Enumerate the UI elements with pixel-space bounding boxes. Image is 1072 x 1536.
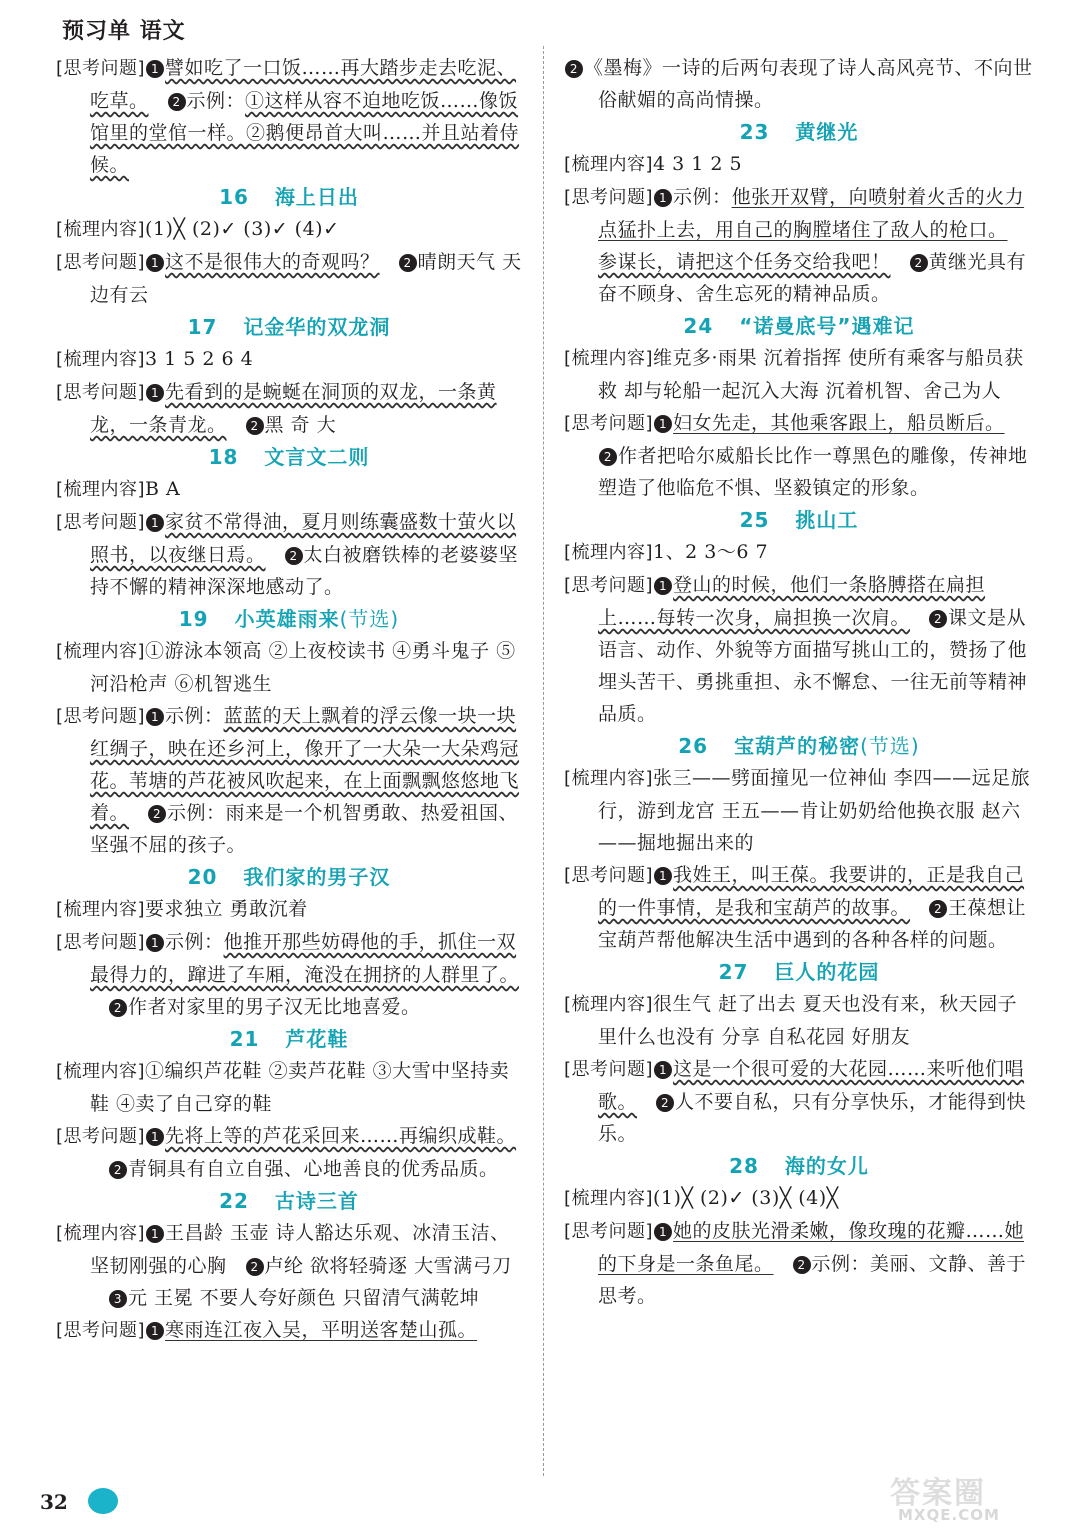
left-column: [56, 52, 522, 1347]
watermark-url: MXQE.COM: [898, 1506, 1000, 1524]
answer-text: 4 3 1 2 5: [653, 153, 743, 175]
answer-text: 参谋长，请把这个任务交给我吧！: [598, 251, 891, 273]
think-label: [思考问题]: [564, 575, 654, 596]
circled-number-1: 1: [654, 1223, 672, 1241]
answer-text: 寒雨连江夜入吴，平明送客楚山孤。: [165, 1319, 478, 1341]
right-column: [564, 52, 1034, 1312]
section-title-21: 21 芦花鞋: [229, 1027, 349, 1051]
think-block: [564, 181, 1034, 310]
answer-text: 示例：: [673, 186, 732, 208]
sort-label: [梳理内容]: [56, 349, 146, 370]
answer-text: 妇女先走，其他乘客跟上，船员断后。: [673, 412, 1005, 434]
think-block: [56, 52, 522, 181]
circled-number-2: 2: [168, 93, 186, 111]
answer-text: 黄继光具有奋不顾身、舍生忘死的精神品质。: [598, 251, 1027, 305]
answer-text: 作者把哈尔威船长比作一尊黑色的雕像，传神地塑造了他临危不惧、坚毅镇定的形象。: [598, 445, 1028, 499]
watermark-logo: 答案圈: [890, 1476, 986, 1511]
page-header: 预习单 语文: [62, 19, 186, 44]
answer-text: 卢纶 欲将轻骑逐 大雪满弓刀: [264, 1255, 512, 1277]
circled-number-1: 1: [146, 708, 164, 726]
think-label: [思考问题]: [564, 1221, 654, 1242]
circled-number-1: 1: [146, 254, 164, 272]
sort-block: [564, 1182, 1034, 1215]
answer-text: 维克多·雨果 沉着指挥 使所有乘客与船员获救 却与轮船一起沉入大海 沉着机智、舍己为人: [598, 347, 1024, 402]
answer-text: 张三——劈面撞见一位神仙 李四——远足旅行，游到龙宫 王五——肯让奶奶给他换衣服 赵六——掘地掘出来的: [598, 767, 1031, 854]
think-label: [思考问题]: [564, 865, 654, 886]
circled-number-1: 1: [146, 1225, 164, 1243]
answer-text: 示例：美丽、文静、善于思考。: [598, 1253, 1027, 1307]
think-block: [564, 1215, 1034, 1312]
think-continuation: [564, 52, 1034, 116]
answer-text: 家贫不常得油，夏月则练囊盛数十萤火以照书，以夜继日焉。: [90, 511, 517, 566]
answer-text: ①游泳本领高 ②上夜校读书 ④勇斗鬼子 ⑤河沿枪声 ⑥机智逃生: [90, 640, 516, 695]
think-label: [思考问题]: [564, 1059, 654, 1080]
section-title-20: 20 我们家的男子汉: [187, 865, 391, 889]
answer-text: 这是一个很可爱的大花园……来听他们唱歌。: [598, 1058, 1025, 1113]
think-block: [56, 1314, 522, 1347]
circled-number-1: 1: [146, 384, 164, 402]
sort-block: [56, 635, 522, 700]
section-title-17: 17 记金华的双龙洞: [187, 315, 391, 339]
sort-label: [梳理内容]: [564, 542, 654, 563]
section-title-18: 18 文言文二则: [208, 445, 370, 469]
answer-text: 3 1 5 2 6 4: [145, 348, 254, 370]
think-block: [564, 569, 1034, 730]
think-label: [思考问题]: [56, 1320, 146, 1341]
circled-number-2: 2: [599, 448, 617, 466]
circled-number-1: 1: [654, 577, 672, 595]
sort-label: [梳理内容]: [564, 994, 654, 1015]
circled-number-2: 2: [929, 610, 947, 628]
answer-text: 课文是从语言、动作、外貌等方面描写挑山工的，赞扬了他埋头苦干、勇挑重担、永不懈怠、一往无前等精神品质。: [598, 607, 1028, 725]
think-block: [56, 926, 522, 1023]
circled-number-1: 1: [654, 867, 672, 885]
sort-block: [56, 213, 522, 246]
think-label: [思考问题]: [564, 187, 654, 208]
sort-label: [梳理内容]: [56, 479, 146, 500]
sort-block: [56, 1217, 522, 1314]
page-badge-icon: [88, 1488, 118, 1514]
sort-block: [56, 473, 522, 506]
think-block: [56, 1120, 522, 1185]
section-title-27: 27 巨人的花园: [718, 960, 880, 984]
answer-text: B A: [145, 478, 181, 500]
circled-number-2: 2: [109, 1161, 127, 1179]
section-title-26: 26 宝葫芦的秘密(节选): [678, 734, 920, 758]
circled-number-2: 2: [910, 254, 928, 272]
answer-text: 她的皮肤光滑柔嫩，像玫瑰的花瓣……她的下身是一条鱼尾。: [598, 1220, 1025, 1275]
circled-number-2: 2: [793, 1256, 811, 1274]
answer-text: 示例：: [165, 931, 224, 953]
answer-text: (1)╳ (2)✓ (3)✓ (4)✓: [145, 218, 340, 240]
answer-text: 示例：: [165, 705, 224, 727]
answer-text: 要求独立 勇敢沉着: [145, 898, 308, 920]
circled-number-2: 2: [656, 1094, 674, 1112]
circled-number-1: 1: [146, 1128, 164, 1146]
circled-number-1: 1: [654, 415, 672, 433]
sort-label: [梳理内容]: [56, 899, 146, 920]
answer-text: 先将上等的芦花采回来……再编织成鞋。: [165, 1125, 517, 1147]
column-divider: [543, 46, 544, 1476]
circled-number-2: 2: [246, 1258, 264, 1276]
answer-text: (1)╳ (2)✓ (3)╳ (4)╳: [653, 1187, 839, 1209]
answer-text: ①编织芦花鞋 ②卖芦花鞋 ③大雪中坚持卖鞋 ④卖了自己穿的鞋: [90, 1060, 510, 1115]
sort-label: [梳理内容]: [564, 154, 654, 175]
answer-text: 很生气 赶了出去 夏天也没有来，秋天园子里什么也没有 分享 自私花园 好朋友: [598, 993, 1018, 1048]
circled-number-2: 2: [148, 805, 166, 823]
circled-number-1: 1: [654, 1061, 672, 1079]
answer-text: 譬如吃了一口饭……再大踏步走去吃泥、吃草。: [90, 57, 517, 112]
answer-text: 王葆想让宝葫芦帮他解决生活中遇到的各种各样的问题。: [598, 897, 1027, 951]
think-label: [思考问题]: [56, 706, 146, 727]
section-title-22: 22 古诗三首: [219, 1189, 359, 1213]
think-block: [564, 407, 1034, 504]
sort-label: [梳理内容]: [564, 768, 654, 789]
answer-text: ①这样从容不迫地吃饭……像饭馆里的堂倌一样。②鹅便昂首大叫……并且站着侍候。: [90, 90, 520, 176]
sort-label: [梳理内容]: [56, 1061, 146, 1082]
answer-text: 先看到的是蜿蜒在洞顶的双龙，一条黄龙，一条青龙。: [90, 381, 497, 436]
think-label: [思考问题]: [564, 413, 654, 434]
answer-text: 示例：: [186, 90, 246, 112]
sort-block: [56, 343, 522, 376]
answer-text: 《墨梅》一诗的后两句表现了诗人高风亮节、不向世俗献媚的高尚情操。: [584, 57, 1033, 111]
section-title-16: 16 海上日出: [219, 185, 359, 209]
answer-text: 1、2 3～6 7: [653, 541, 769, 563]
answer-text: 人不要自私，只有分享快乐，才能得到快乐。: [598, 1091, 1027, 1145]
answer-text: 太白被磨铁棒的老婆婆坚持不懈的精神深深地感动了。: [90, 544, 519, 598]
think-label: [思考问题]: [56, 382, 146, 403]
think-block: [56, 506, 522, 603]
think-label: [思考问题]: [56, 58, 146, 79]
answer-text: 作者对家里的男子汉无比地喜爱。: [128, 996, 421, 1018]
circled-number-2: 2: [399, 254, 417, 272]
answer-text: 他张开双臂，向喷射着火舌的火力点猛扑上去，用自己的胸膛堵住了敌人的枪口。: [598, 186, 1025, 241]
section-title-24: 24 “诺曼底号”遇难记: [683, 314, 915, 338]
answer-text: 这不是很伟大的奇观吗？: [165, 251, 380, 273]
sort-block: [564, 536, 1034, 569]
sort-block: [564, 342, 1034, 407]
sort-block: [564, 988, 1034, 1053]
circled-number-2: 2: [285, 547, 303, 565]
answer-text: 黑 奇 大: [264, 414, 337, 436]
think-label: [思考问题]: [56, 512, 146, 533]
answer-text: 登山的时候，他们一条胳膊搭在扁担上……每转一次身，扁担换一次肩。: [598, 574, 986, 629]
answer-text: 元 王冕 不要人夸好颜色 只留清气满乾坤: [128, 1287, 480, 1309]
circled-number-2: 2: [246, 417, 264, 435]
answer-text: 我姓王，叫王葆。我要讲的，正是我自己的一件事情，是我和宝葫芦的故事。: [598, 864, 1025, 919]
section-title-23: 23 黄继光: [739, 120, 859, 144]
circled-number-1: 1: [146, 60, 164, 78]
circled-number-2: 2: [929, 900, 947, 918]
answer-text: 他推开那些妨碍他的手，抓住一双最得力的，蹿进了车厢，淹没在拥挤的人群里了。: [90, 931, 520, 986]
answer-text: 青铜具有自立自强、心地善良的优秀品质。: [128, 1158, 499, 1180]
answer-text: 王昌龄 玉壶 诗人豁达乐观、冰清玉洁、坚韧刚强的心胸: [90, 1222, 510, 1277]
sort-block: [56, 893, 522, 926]
section-title-28: 28 海的女儿: [729, 1154, 869, 1178]
think-block: [56, 700, 522, 861]
think-label: [思考问题]: [56, 932, 146, 953]
think-label: [思考问题]: [56, 252, 146, 273]
circled-number-1: 1: [146, 514, 164, 532]
sort-block: [564, 762, 1034, 859]
think-block: [564, 859, 1034, 956]
think-label: [思考问题]: [56, 1126, 146, 1147]
think-block: [56, 376, 522, 441]
answer-text: 示例：雨来是一个机智勇敢、热爱祖国、坚强不屈的孩子。: [90, 802, 519, 856]
answer-text: 蓝蓝的天上飘着的浮云像一块一块红绸子，映在还乡河上，像开了一大朵一大朵鸡冠花。苇塘的芦花被风吹起来，在上面飘飘悠悠地飞着。: [90, 705, 520, 824]
sort-label: [梳理内容]: [56, 219, 146, 240]
circled-number-2: 2: [109, 999, 127, 1017]
answer-text: 晴朗天气 天边有云: [90, 251, 522, 306]
sort-block: [56, 1055, 522, 1120]
section-title-25: 25 挑山工: [739, 508, 859, 532]
sort-label: [梳理内容]: [56, 641, 146, 662]
sort-block: [564, 148, 1034, 181]
sort-label: [梳理内容]: [56, 1223, 146, 1244]
think-block: [56, 246, 522, 311]
circled-number-1: 1: [146, 934, 164, 952]
circled-number-2: 2: [565, 60, 583, 78]
circled-number-1: 1: [146, 1322, 164, 1340]
page-number: 32: [40, 1490, 68, 1514]
circled-number-1: 1: [654, 189, 672, 207]
section-title-19: 19 小英雄雨来(节选): [178, 607, 400, 631]
sort-label: [梳理内容]: [564, 1188, 654, 1209]
think-block: [564, 1053, 1034, 1150]
circled-number-3: 3: [109, 1290, 127, 1308]
sort-label: [梳理内容]: [564, 348, 654, 369]
